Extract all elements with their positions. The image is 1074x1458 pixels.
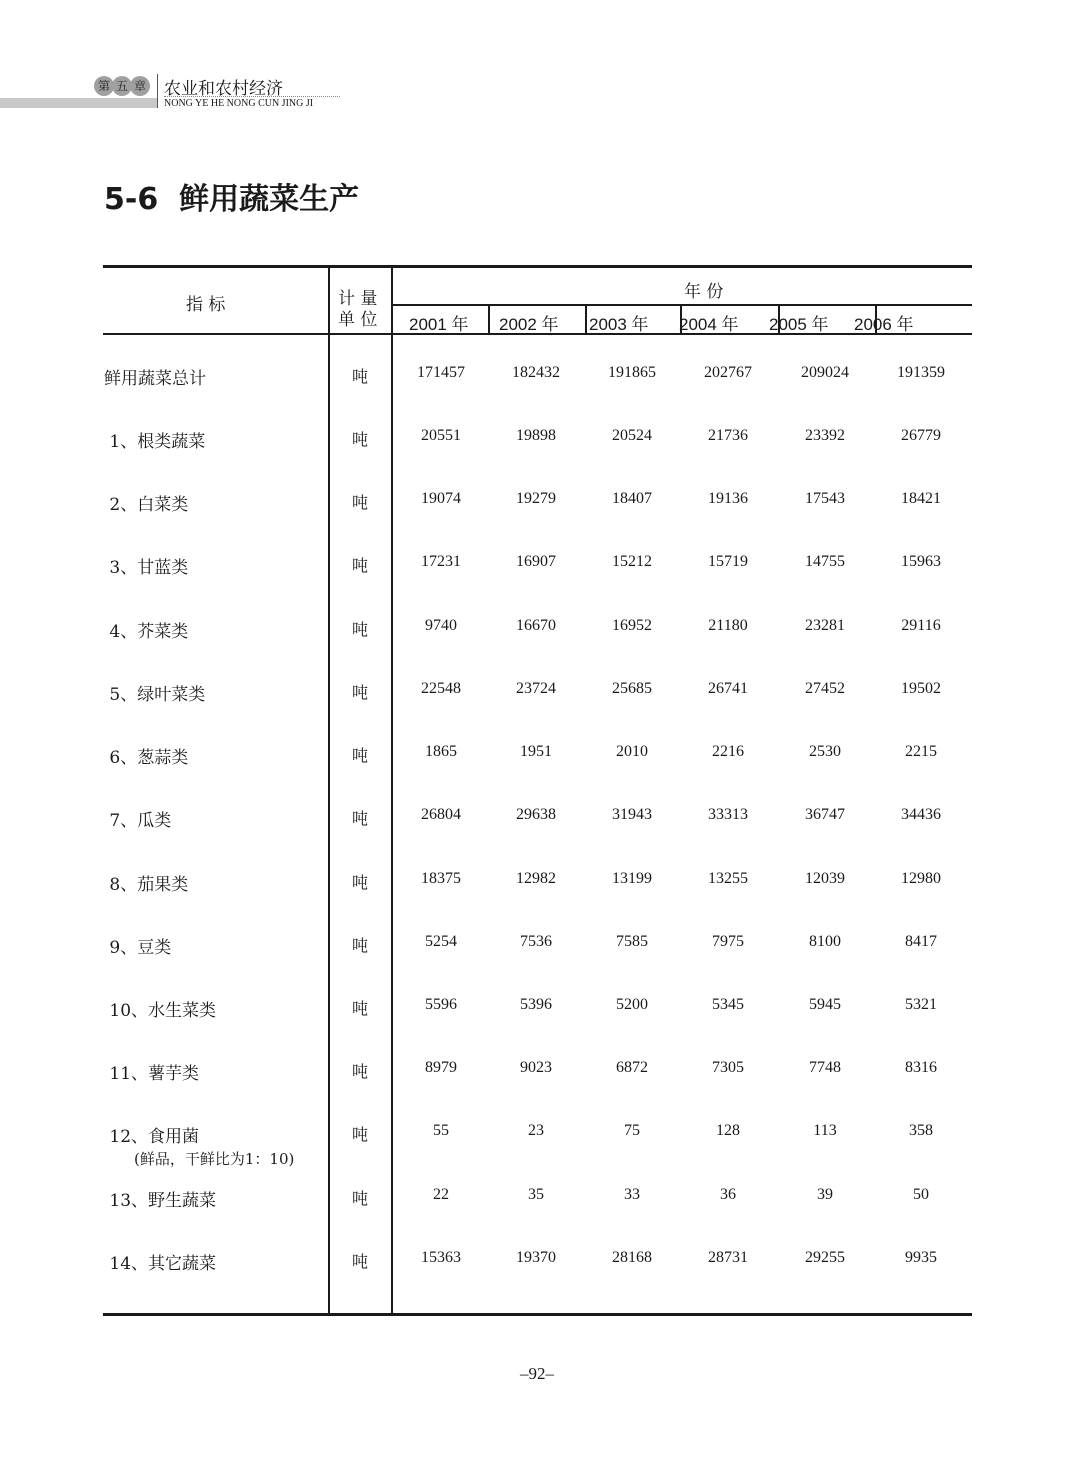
chapter-title: 农业和农村经济 <box>164 79 283 99</box>
unit-column-left-border <box>328 267 330 1314</box>
value-cell: 16952 <box>612 617 652 634</box>
row-label: 13、野生蔬菜 <box>104 1191 217 1211</box>
row-unit: 吨 <box>351 1062 368 1081</box>
value-cell: 128 <box>716 1122 740 1139</box>
value-cell: 19279 <box>516 490 556 507</box>
value-cell: 7748 <box>809 1059 841 1076</box>
year-header: 2006 年 <box>854 315 914 334</box>
value-cell: 7305 <box>712 1059 744 1076</box>
year-group-rule <box>392 304 972 306</box>
value-cell: 2215 <box>905 743 937 760</box>
value-cell: 13199 <box>612 870 652 887</box>
value-cell: 2010 <box>616 743 648 760</box>
value-cell: 20524 <box>612 427 652 444</box>
value-cell: 27452 <box>805 680 845 697</box>
value-cell: 21736 <box>708 427 748 444</box>
row-label: 14、其它蔬菜 <box>104 1254 217 1274</box>
value-cell: 25685 <box>612 680 652 697</box>
year-header: 2005 年 <box>769 315 829 334</box>
value-cell: 19136 <box>708 490 748 507</box>
row-unit: 吨 <box>351 430 368 449</box>
page-title: 5-6 鲜用蔬菜生产 <box>104 182 360 217</box>
value-cell: 9740 <box>425 617 457 634</box>
value-cell: 12039 <box>805 870 845 887</box>
header-divider <box>157 74 158 108</box>
row-unit: 吨 <box>351 999 368 1018</box>
value-cell: 75 <box>624 1122 640 1139</box>
table-row <box>0 933 1074 963</box>
value-cell: 209024 <box>801 364 849 381</box>
table-row <box>0 806 1074 836</box>
row-label: 4、芥菜类 <box>104 622 189 642</box>
value-cell: 358 <box>909 1122 933 1139</box>
chapter-badge-char: 五 <box>112 76 132 96</box>
table-row <box>0 553 1074 583</box>
value-cell: 19370 <box>516 1249 556 1266</box>
year-header: 2002 年 <box>499 315 559 334</box>
row-label: 11、薯芋类 <box>104 1064 200 1084</box>
year-header: 2001 年 <box>409 315 469 334</box>
value-cell: 5945 <box>809 996 841 1013</box>
value-cell: 22 <box>433 1186 449 1203</box>
header-band <box>0 98 158 108</box>
row-unit: 吨 <box>351 683 368 702</box>
row-label: 1、根类蔬菜 <box>104 432 206 452</box>
value-cell: 5396 <box>520 996 552 1013</box>
value-cell: 33 <box>624 1186 640 1203</box>
row-unit: 吨 <box>351 556 368 575</box>
value-cell: 36747 <box>805 806 845 823</box>
table-row <box>0 1122 1074 1168</box>
value-cell: 191865 <box>608 364 656 381</box>
value-cell: 34436 <box>901 806 941 823</box>
value-cell: 171457 <box>417 364 465 381</box>
value-cell: 55 <box>433 1122 449 1139</box>
row-unit: 吨 <box>351 493 368 512</box>
value-cell: 15963 <box>901 553 941 570</box>
row-unit: 吨 <box>351 367 368 386</box>
table-row <box>0 680 1074 710</box>
value-cell: 15212 <box>612 553 652 570</box>
table-row <box>0 364 1074 394</box>
value-cell: 16907 <box>516 553 556 570</box>
value-cell: 26804 <box>421 806 461 823</box>
unit-header-line1: 计 量 <box>338 289 378 309</box>
value-cell: 5254 <box>425 933 457 950</box>
value-cell: 23281 <box>805 617 845 634</box>
table-row <box>0 490 1074 520</box>
chapter-badge <box>94 76 148 96</box>
row-label: 8、茄果类 <box>104 875 189 895</box>
row-unit: 吨 <box>351 620 368 639</box>
page-number: –92– <box>520 1364 554 1383</box>
value-cell: 23392 <box>805 427 845 444</box>
unit-column-right-border <box>391 267 393 1314</box>
value-cell: 28168 <box>612 1249 652 1266</box>
table-row <box>0 870 1074 900</box>
value-cell: 12980 <box>901 870 941 887</box>
value-cell: 5200 <box>616 996 648 1013</box>
value-cell: 191359 <box>897 364 945 381</box>
row-unit: 吨 <box>351 1252 368 1271</box>
year-header: 2003 年 <box>589 315 649 334</box>
row-unit: 吨 <box>351 936 368 955</box>
chapter-badge-char: 章 <box>130 76 150 96</box>
row-label: 3、甘蓝类 <box>104 558 189 578</box>
table-row <box>0 743 1074 773</box>
value-cell: 1951 <box>520 743 552 760</box>
value-cell: 26779 <box>901 427 941 444</box>
year-divider <box>585 305 587 334</box>
value-cell: 31943 <box>612 806 652 823</box>
value-cell: 23 <box>528 1122 544 1139</box>
row-label: 2、白菜类 <box>104 495 189 515</box>
row-unit: 吨 <box>351 1125 368 1144</box>
chapter-badge-char: 第 <box>94 76 114 96</box>
value-cell: 13255 <box>708 870 748 887</box>
table-row <box>0 427 1074 457</box>
unit-header-line2: 单 位 <box>338 310 378 330</box>
header-dotted-rule <box>164 96 340 97</box>
table-row <box>0 1059 1074 1089</box>
value-cell: 19898 <box>516 427 556 444</box>
row-unit: 吨 <box>351 746 368 765</box>
table-row <box>0 996 1074 1026</box>
value-cell: 2530 <box>809 743 841 760</box>
value-cell: 15719 <box>708 553 748 570</box>
value-cell: 5321 <box>905 996 937 1013</box>
row-note: (鲜品，干鲜比为1：10) <box>134 1150 295 1168</box>
value-cell: 18421 <box>901 490 941 507</box>
value-cell: 12982 <box>516 870 556 887</box>
value-cell: 5596 <box>425 996 457 1013</box>
value-cell: 36 <box>720 1186 736 1203</box>
table-row <box>0 1249 1074 1279</box>
value-cell: 9023 <box>520 1059 552 1076</box>
value-cell: 29638 <box>516 806 556 823</box>
value-cell: 29255 <box>805 1249 845 1266</box>
value-cell: 1865 <box>425 743 457 760</box>
value-cell: 8100 <box>809 933 841 950</box>
row-unit: 吨 <box>351 873 368 892</box>
value-cell: 8979 <box>425 1059 457 1076</box>
row-unit: 吨 <box>351 809 368 828</box>
value-cell: 5345 <box>712 996 744 1013</box>
value-cell: 23724 <box>516 680 556 697</box>
table-row <box>0 617 1074 647</box>
row-label: 6、葱蒜类 <box>104 748 189 768</box>
table-bottom-rule <box>103 1313 972 1316</box>
value-cell: 33313 <box>708 806 748 823</box>
row-label: 10、水生菜类 <box>104 1001 217 1021</box>
value-cell: 7536 <box>520 933 552 950</box>
value-cell: 6872 <box>616 1059 648 1076</box>
value-cell: 17543 <box>805 490 845 507</box>
value-cell: 8316 <box>905 1059 937 1076</box>
chapter-pinyin: NONG YE HE NONG CUN JING JI <box>164 98 314 109</box>
value-cell: 17231 <box>421 553 461 570</box>
value-cell: 16670 <box>516 617 556 634</box>
value-cell: 8417 <box>905 933 937 950</box>
year-group-header: 年 份 <box>684 282 724 302</box>
row-label: 5、绿叶菜类 <box>104 685 206 705</box>
value-cell: 39 <box>817 1186 833 1203</box>
value-cell: 18407 <box>612 490 652 507</box>
value-cell: 29116 <box>901 617 941 634</box>
value-cell: 22548 <box>421 680 461 697</box>
indicator-header: 指 标 <box>186 295 226 315</box>
year-header: 2004 年 <box>679 315 739 334</box>
value-cell: 14755 <box>805 553 845 570</box>
value-cell: 202767 <box>704 364 752 381</box>
value-cell: 50 <box>913 1186 929 1203</box>
value-cell: 26741 <box>708 680 748 697</box>
value-cell: 113 <box>813 1122 837 1139</box>
value-cell: 18375 <box>421 870 461 887</box>
value-cell: 182432 <box>512 364 560 381</box>
row-unit: 吨 <box>351 1189 368 1208</box>
row-label: 7、瓜类 <box>104 811 172 831</box>
value-cell: 21180 <box>708 617 748 634</box>
value-cell: 20551 <box>421 427 461 444</box>
value-cell: 19074 <box>421 490 461 507</box>
row-label: 鲜用蔬菜总计 <box>104 369 206 389</box>
value-cell: 2216 <box>712 743 744 760</box>
value-cell: 28731 <box>708 1249 748 1266</box>
value-cell: 9935 <box>905 1249 937 1266</box>
value-cell: 15363 <box>421 1249 461 1266</box>
row-label: 9、豆类 <box>104 938 172 958</box>
value-cell: 19502 <box>901 680 941 697</box>
year-divider <box>488 305 490 334</box>
value-cell: 7975 <box>712 933 744 950</box>
row-label: 12、食用菌 <box>104 1127 200 1147</box>
table-top-rule <box>103 265 972 268</box>
table-row <box>0 1186 1074 1216</box>
value-cell: 35 <box>528 1186 544 1203</box>
value-cell: 7585 <box>616 933 648 950</box>
